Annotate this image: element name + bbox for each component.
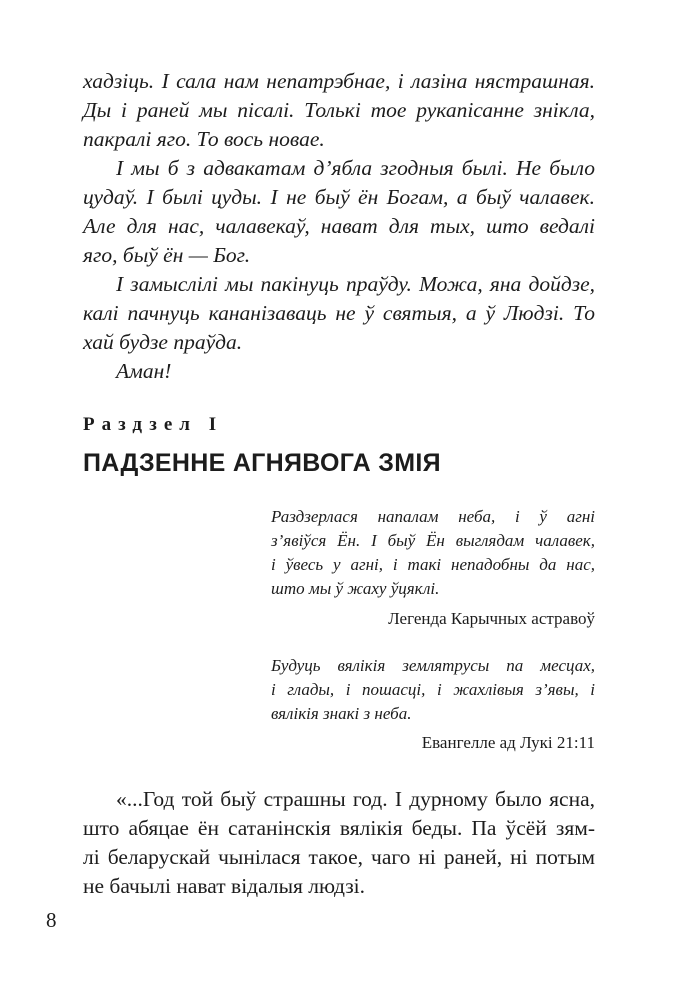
page-number: 8 xyxy=(46,908,57,932)
intro-line: Аман! xyxy=(116,359,172,383)
body-line: «...Год той быў страшны год. І дурному было ясна, xyxy=(116,787,595,811)
epigraph-line: з’явіўся Ён. І быў Ён выглядам чалавек, xyxy=(271,531,595,550)
intro-line: пакралі яго. То вось новае. xyxy=(83,127,325,151)
epigraph-line: што мы ў жаху ўцяклі. xyxy=(271,579,440,598)
body-line: што абяцае ён сатанінскія вялікія беды. Па ўсёй зям- xyxy=(83,816,595,840)
body-line: не бачылі нават відалыя людзі. xyxy=(83,874,366,898)
intro-line: І замыслілі мы пакінуць праўду. Можа, яна дойдзе, xyxy=(116,272,595,296)
body-line: лі беларускай чынілася такое, чаго ні раней, ні потым xyxy=(83,845,595,869)
epigraph-attribution: Евангелле ад Лукі 21:11 xyxy=(421,733,595,752)
intro-line: Ды і раней мы пісалі. Толькі тое рукапісанне знікла, xyxy=(83,98,595,122)
intro-line: Але для нас, чалавекаў, нават для тых, што ведалі xyxy=(83,214,595,238)
epigraph-line: і глады, і пошасці, і жахлівыя з’явы, і xyxy=(271,680,595,699)
intro-line: калі пачнуць кананізаваць не ў святыя, а ў Людзі. То xyxy=(83,301,595,325)
intro-line: яго, быў ён — Бог. xyxy=(83,243,251,267)
epigraph-line: Раздзерлася напалам неба, і ў агні xyxy=(271,507,595,526)
intro-line: І мы б з адвакатам д’ябла згодныя былі. Не было xyxy=(116,156,595,180)
intro-line: хай будзе праўда. xyxy=(83,330,243,354)
chapter-title: ПАДЗЕННЕ АГНЯВОГА ЗМІЯ xyxy=(83,449,441,477)
intro-line: цудаў. І былі цуды. І не быў ён Богам, а быў чалавек. xyxy=(83,185,595,209)
epigraph-line: Будуць вялікія землятрусы па месцах, xyxy=(271,656,595,675)
epigraph-attribution: Легенда Карычных астравоў xyxy=(388,609,595,628)
epigraph-line: вялікія знакі з неба. xyxy=(271,704,412,723)
section-label: Раздзел І xyxy=(83,414,224,435)
epigraph-line: і ўвесь у агні, і такі непадобны да нас, xyxy=(271,555,595,574)
intro-line: хадзіць. І сала нам непатрэбнае, і лазіна нястрашная. xyxy=(83,69,595,93)
